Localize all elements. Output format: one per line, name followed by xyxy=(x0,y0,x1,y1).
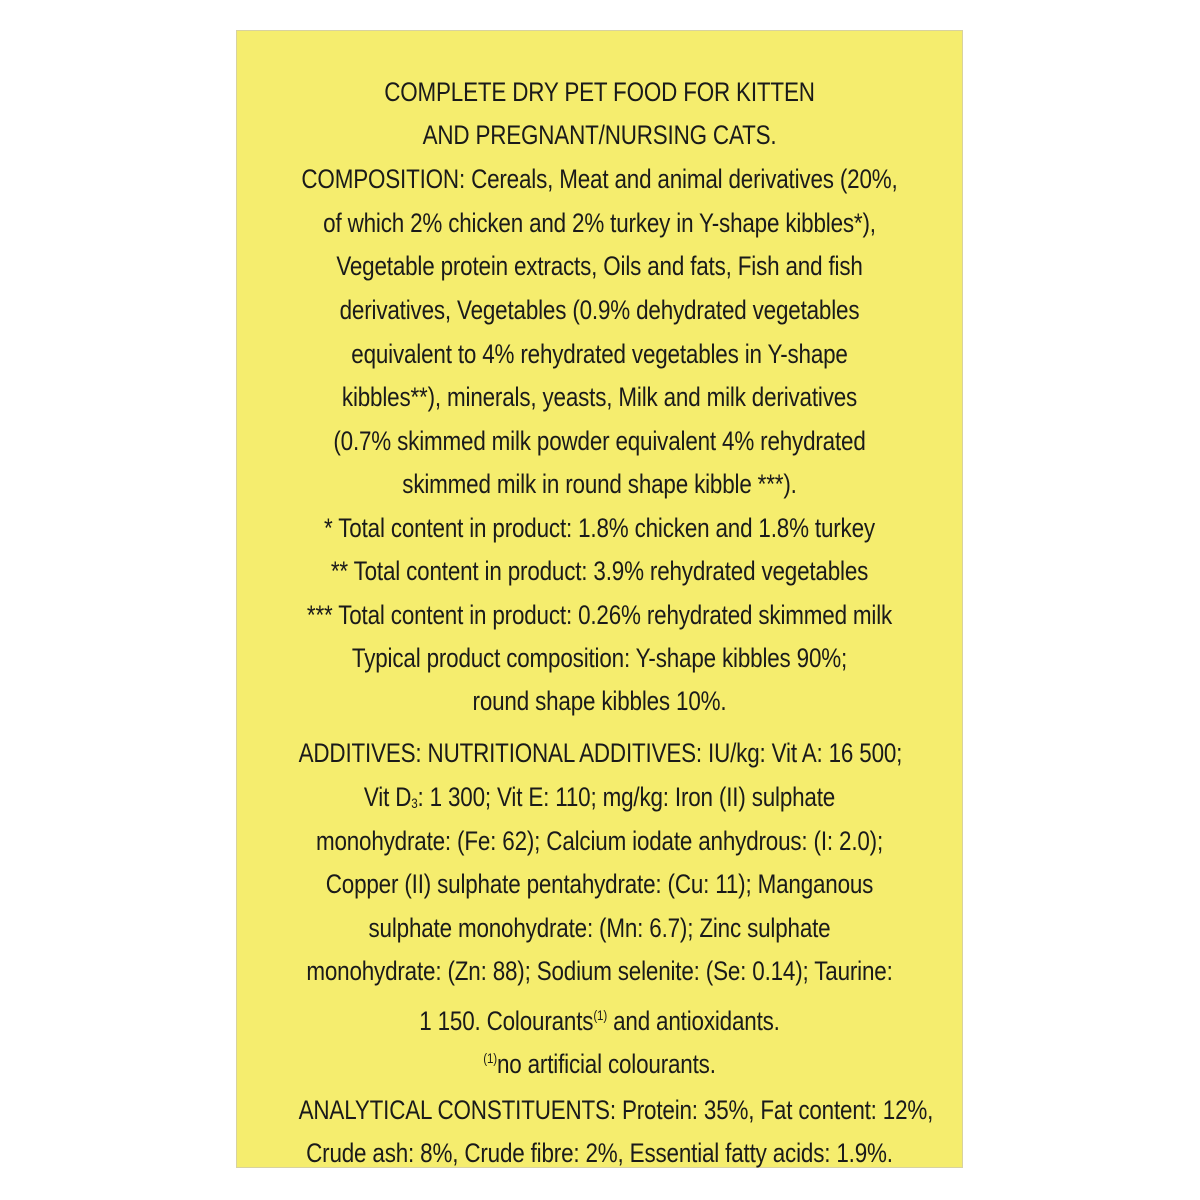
composition-line: Vegetable protein extracts, Oils and fats, Fish and fish xyxy=(336,251,863,281)
label-title-line-2: AND PREGNANT/NURSING CATS. xyxy=(422,120,777,150)
footnote-line: *** Total content in product: 0.26% rehydrated skimmed milk xyxy=(306,600,893,630)
colourant-footnote-line: $^{(1)}$no artificial colourants. xyxy=(483,1049,716,1079)
additives-line: monohydrate: (Fe: 62); Calcium iodate anhydrous: (I: 2.0); xyxy=(315,826,884,856)
footnote-line: ** Total content in product: 3.9% rehydrated vegetables xyxy=(330,556,869,586)
composition-line: skimmed milk in round shape kibble ***). xyxy=(402,469,797,499)
composition-line: derivatives, Vegetables (0.9% dehydrated vegetables xyxy=(339,295,860,325)
typical-composition-line: Typical product composition: Y-shape kibbles 90%; xyxy=(351,643,848,673)
analytical-constituents-line: ANALYTICAL CONSTITUENTS: Protein: 35%, Fat content: 12%, xyxy=(298,1095,934,1125)
additives-line: ADDITIVES: NUTRITIONAL ADDITIVES: IU/kg: Vit A: 16 500; xyxy=(298,738,903,768)
composition-line: (0.7% skimmed milk powder equivalent 4% rehydrated xyxy=(333,426,866,456)
additives-line: sulphate monohydrate: (Mn: 6.7); Zinc sulphate xyxy=(368,913,831,943)
additives-line: Vit $D_3$: 1 300; Vit E: 110; mg/kg: Iron (II) sulphate xyxy=(363,782,836,812)
ingredient-label-panel xyxy=(236,30,963,1168)
composition-line: equivalent to 4% rehydrated vegetables in Y-shape xyxy=(351,339,848,369)
composition-line: COMPOSITION: Cereals, Meat and animal derivatives (20%, xyxy=(301,164,898,194)
additives-line: Copper (II) sulphate pentahydrate: (Cu: 11); Manganous xyxy=(325,869,874,899)
typical-composition-line: round shape kibbles 10%. xyxy=(472,686,727,716)
label-title-line-1: COMPLETE DRY PET FOOD FOR KITTEN xyxy=(384,77,815,107)
composition-line: kibbles**), minerals, yeasts, Milk and milk derivatives xyxy=(341,382,858,412)
additives-line: monohydrate: (Zn: 88); Sodium selenite: (Se: 0.14); Taurine: xyxy=(306,956,893,986)
footnote-line: * Total content in product: 1.8% chicken and 1.8% turkey xyxy=(324,513,875,543)
analytical-constituents-line: Crude ash: 8%, Crude fibre: 2%, Essential fatty acids: 1.9%. xyxy=(306,1138,893,1168)
additives-line: 1 150. Colourants$^{(1)}$ and antioxidants. xyxy=(419,1006,780,1036)
composition-line: of which 2% chicken and 2% turkey in Y-shape kibbles*), xyxy=(323,208,876,238)
